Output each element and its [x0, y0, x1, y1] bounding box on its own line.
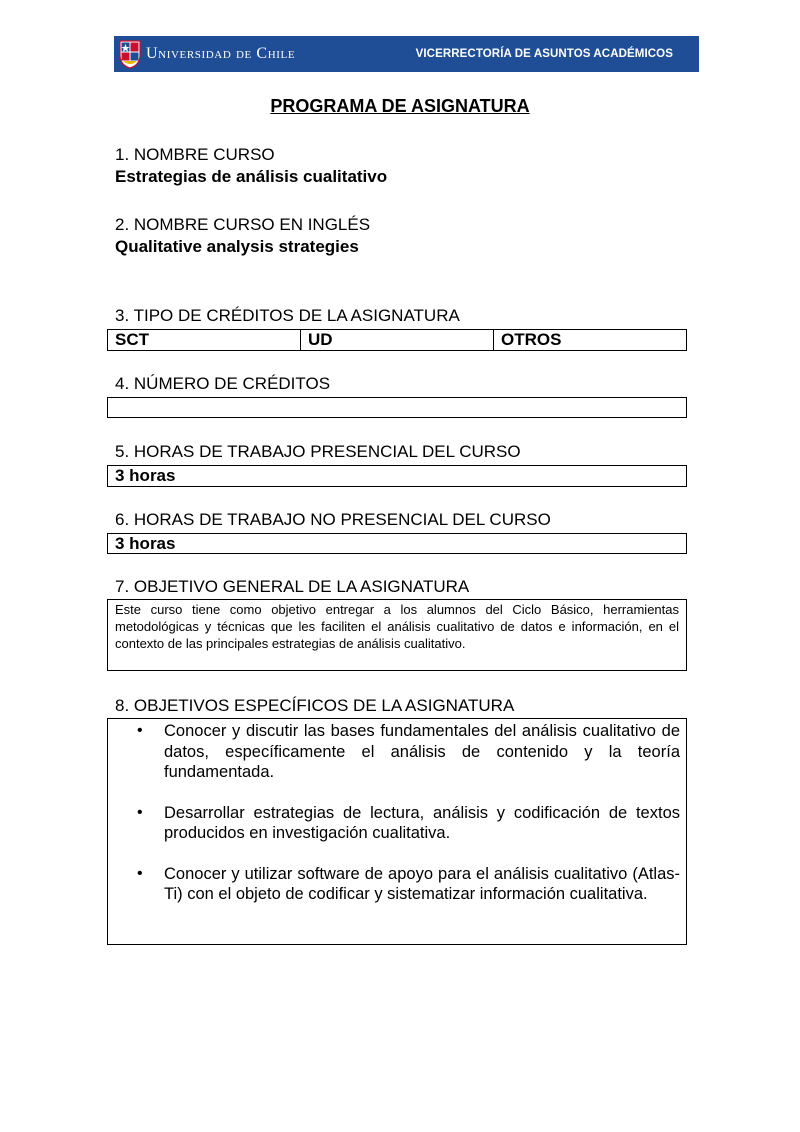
specific-objectives-list	[108, 719, 686, 905]
presential-hours-box	[107, 465, 687, 487]
section-1-heading: 1. NOMBRE CURSO	[115, 145, 275, 164]
list-item: • Conocer y utilizar software de apoyo para el análisis cualitativo (Atlas-Ti) con el objeto de codificar y sistematizar información cualitativa.	[164, 864, 680, 905]
section-4-heading: 4. NÚMERO DE CRÉDITOS	[115, 374, 331, 393]
credit-type-cell-sct: SCT	[108, 330, 301, 350]
section-7-heading: 7. OBJETIVO GENERAL DE LA ASIGNATURA	[115, 577, 470, 596]
general-objective-box	[107, 599, 687, 671]
page-title	[0, 96, 800, 117]
section-6-heading: 6. HORAS DE TRABAJO NO PRESENCIAL DEL CURSO	[115, 510, 551, 529]
section-5-heading: 5. HORAS DE TRABAJO PRESENCIAL DEL CURSO	[115, 442, 521, 461]
header-banner	[114, 36, 699, 72]
section-2-heading: 2. NOMBRE CURSO EN INGLÉS	[115, 215, 371, 234]
list-item: • Desarrollar estrategias de lectura, análisis y codificación de textos producidos en investigación cualitativa.	[164, 803, 680, 844]
course-name-english-value: Qualitative analysis strategies	[115, 237, 359, 256]
non-presential-hours-value: 3 horas	[115, 534, 176, 553]
specific-objectives-box	[107, 718, 687, 945]
general-objective-text: Este curso tiene como objetivo entregar a los alumnos del Ciclo Básico, herramientas metodológicas y técnicas que les faciliten el análisis cualitativo de datos e información, en el contexto de las principales estrategias de análisis cualitativo.	[115, 602, 679, 651]
non-presential-hours-box	[107, 533, 687, 554]
vicerrectoria-label: VICERRECTORÍA DE ASUNTOS ACADÉMICOS	[415, 48, 673, 60]
university-crest-icon	[118, 39, 142, 69]
page-title-text: PROGRAMA DE ASIGNATURA	[270, 96, 530, 116]
section-8-heading: 8. OBJETIVOS ESPECÍFICOS DE LA ASIGNATURA	[115, 696, 515, 715]
credit-type-cell-otros: OTROS	[501, 330, 562, 349]
presential-hours-value: 3 horas	[115, 466, 176, 485]
credit-type-cell-ud: UD	[301, 330, 494, 350]
section-3-heading: 3. TIPO DE CRÉDITOS DE LA ASIGNATURA	[115, 306, 460, 325]
credits-number-box	[107, 397, 687, 418]
university-name: Universidad de Chile	[146, 45, 296, 62]
list-item: • Conocer y discutir las bases fundamentales del análisis cualitativo de datos, específicamente el análisis de contenido y la teoría fundamentada.	[164, 721, 680, 783]
credit-type-table	[107, 329, 687, 351]
course-name-value: Estrategias de análisis cualitativo	[115, 167, 388, 186]
